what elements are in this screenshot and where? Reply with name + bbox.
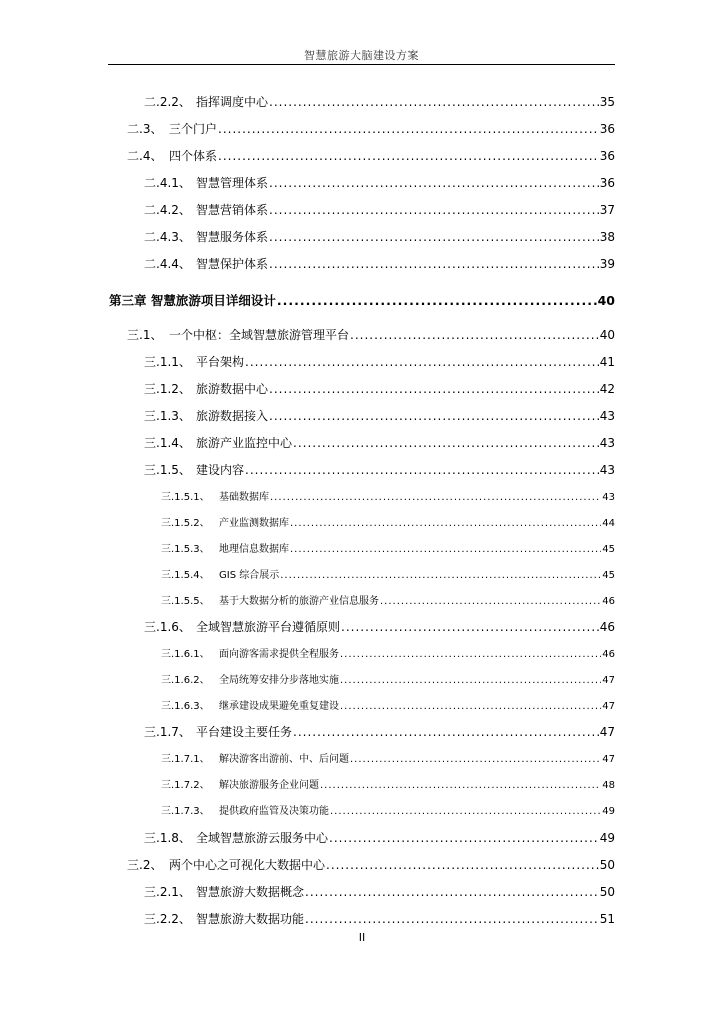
toc-dot-leader	[329, 831, 599, 845]
toc-entry-title: 建设内容	[196, 463, 245, 477]
toc-entry[interactable]	[144, 434, 615, 451]
toc-entry-page: 35	[599, 95, 615, 109]
toc-entry[interactable]	[161, 566, 615, 581]
toc-entry-page: 36	[599, 122, 615, 136]
toc-entry-page: 43	[602, 492, 615, 503]
toc-entry-number: 三.1.5.5、	[161, 596, 210, 607]
toc-entry-page: 41	[599, 355, 615, 369]
toc-entry[interactable]	[161, 488, 615, 503]
toc-dot-leader	[341, 620, 599, 634]
toc-entry-title: 旅游产业监控中心	[196, 436, 293, 450]
toc-dot-leader	[269, 230, 599, 244]
toc-entry-number: 三.1.7.3、	[161, 806, 210, 817]
toc-entry[interactable]	[144, 93, 615, 110]
toc-dot-leader	[293, 725, 599, 739]
toc-entry-title: 面向游客需求提供全程服务	[219, 649, 339, 660]
toc-dot-leader	[269, 382, 599, 396]
toc-entry-title: 智慧营销体系	[196, 203, 269, 217]
toc-entry[interactable]	[161, 750, 615, 765]
toc-entry[interactable]	[161, 776, 615, 791]
toc-entry-number: 三.1、	[127, 328, 163, 342]
toc-entry[interactable]	[144, 829, 615, 846]
toc-entry[interactable]	[144, 228, 615, 245]
toc-dot-leader	[280, 570, 601, 581]
toc-entry-page: 44	[602, 518, 615, 529]
toc-dot-leader	[218, 122, 599, 136]
toc-entry[interactable]	[144, 723, 615, 740]
toc-entry-title: 三个门户	[169, 122, 218, 136]
toc-entry-number: 三.1.7.1、	[161, 754, 210, 765]
toc-entry-page: 43	[599, 463, 615, 477]
toc-entry[interactable]	[144, 618, 615, 635]
toc-entry-title: 智慧管理体系	[196, 176, 269, 190]
toc-entry-number: 三.1.2、	[144, 382, 191, 396]
toc-dot-leader	[350, 754, 601, 765]
toc-entry-title: 指挥调度中心	[196, 95, 269, 109]
toc-dot-leader	[380, 596, 601, 607]
toc-dot-leader	[245, 355, 599, 369]
toc-entry-page: 47	[602, 701, 615, 712]
toc-entry-title: 解决旅游服务企业问题	[219, 780, 319, 791]
toc-entry[interactable]	[144, 461, 615, 478]
toc-entry-title: 基础数据库	[219, 492, 269, 503]
toc-dot-leader	[245, 463, 599, 477]
toc-entry-page: 47	[599, 725, 615, 739]
toc-entry-number: 三.2.2、	[144, 912, 191, 926]
toc-entry[interactable]	[161, 592, 615, 607]
toc-entry-page: 46	[599, 620, 615, 634]
toc-entry-page: 38	[599, 230, 615, 244]
toc-entry[interactable]	[144, 353, 615, 370]
toc-dot-leader	[269, 257, 599, 271]
toc-entry-page: 51	[599, 912, 615, 926]
toc-entry-number: 二.3、	[127, 122, 163, 136]
toc-dot-leader	[330, 806, 601, 817]
toc-entry[interactable]	[144, 883, 615, 900]
toc-entry[interactable]	[144, 380, 615, 397]
toc-dot-leader	[269, 409, 599, 423]
toc-entry-title: 全局统筹安排分步落地实施	[219, 675, 339, 686]
toc-dot-leader	[293, 436, 599, 450]
page-header: 智慧旅游大脑建设方案	[108, 48, 615, 65]
toc-entry-number: 三.1.8、	[144, 831, 191, 845]
toc-entry[interactable]	[161, 671, 615, 686]
toc-entry-page: 48	[602, 780, 615, 791]
toc-entry-title: 一个中枢：全域智慧旅游管理平台	[169, 328, 350, 342]
toc-entry-title: 解决游客出游前、中、后问题	[219, 754, 349, 765]
toc-entry[interactable]	[144, 407, 615, 424]
toc-entry-number: 三.1.3、	[144, 409, 191, 423]
toc-entry-page: 49	[599, 831, 615, 845]
toc-entry[interactable]	[127, 856, 615, 873]
toc-entry-title: 旅游数据接入	[196, 409, 269, 423]
toc-dot-leader	[269, 203, 599, 217]
toc-entry[interactable]	[109, 291, 615, 309]
toc-entry-number: 三.1.5.1、	[161, 492, 210, 503]
toc-entry-page: 49	[602, 806, 615, 817]
toc-entry-title: 产业监测数据库	[219, 518, 289, 529]
toc-entry-page: 39	[599, 257, 615, 271]
toc-entry-page: 36	[599, 176, 615, 190]
toc-entry-number: 三.1.6、	[144, 620, 191, 634]
toc-entry-title: 全域智慧旅游平台遵循原则	[196, 620, 341, 634]
toc-entry-page: 45	[602, 544, 615, 555]
toc-entry-number: 二.4.1、	[144, 176, 191, 190]
toc-dot-leader	[269, 176, 599, 190]
toc-entry-number: 三.1.5、	[144, 463, 191, 477]
toc-entry-page: 50	[599, 885, 615, 899]
toc-entry[interactable]	[144, 255, 615, 272]
toc-entry-title: 全域智慧旅游云服务中心	[196, 831, 329, 845]
toc-entry-number: 三.1.5.4、	[161, 570, 210, 581]
toc-dot-leader	[326, 858, 599, 872]
toc-dot-leader	[269, 95, 599, 109]
toc-entry-page: 36	[599, 149, 615, 163]
toc-dot-leader	[218, 149, 599, 163]
toc-entry-number: 二.4、	[127, 149, 163, 163]
toc-entry-number: 三.1.6.1、	[161, 649, 210, 660]
toc-entry-title: 两个中心之可视化大数据中心	[169, 858, 326, 872]
toc-entry-page: 45	[602, 570, 615, 581]
toc-entry-number: 三.1.7、	[144, 725, 191, 739]
toc-dot-leader	[270, 492, 601, 503]
toc-entry[interactable]	[127, 120, 615, 137]
toc-entry-title: 平台建设主要任务	[196, 725, 293, 739]
toc-dot-leader	[350, 328, 599, 342]
page-number: II	[358, 931, 366, 944]
toc-entry[interactable]	[161, 645, 615, 660]
toc-dot-leader	[305, 912, 599, 926]
toc-entry-page: 43	[599, 409, 615, 423]
toc-entry-title: 智慧旅游大数据功能	[196, 912, 305, 926]
toc-entry-number: 三.2.1、	[144, 885, 191, 899]
toc-entry-page: 47	[602, 754, 615, 765]
toc-entry[interactable]	[161, 802, 615, 817]
toc-entry-number: 三.1.1、	[144, 355, 191, 369]
toc-entry[interactable]	[127, 147, 615, 164]
toc-entry-title: 提供政府监管及决策功能	[219, 806, 329, 817]
toc-entry[interactable]	[144, 201, 615, 218]
toc-entry-title: 四个体系	[169, 149, 218, 163]
toc-entry-page: 47	[602, 675, 615, 686]
toc-entry[interactable]	[161, 697, 615, 712]
toc-entry-page: 40	[597, 293, 615, 308]
toc-entry-title: 旅游数据中心	[196, 382, 269, 396]
toc-entry-page: 43	[599, 436, 615, 450]
toc-entry-title: 基于大数据分析的旅游产业信息服务	[219, 596, 379, 607]
toc-dot-leader	[290, 518, 601, 529]
toc-entry-title: 智慧旅游大数据概念	[196, 885, 305, 899]
toc-entry[interactable]	[161, 514, 615, 529]
toc-entry-page: 46	[602, 649, 615, 660]
toc-entry[interactable]	[144, 174, 615, 191]
toc-dot-leader	[340, 675, 601, 686]
toc-entry-number: 二.4.4、	[144, 257, 191, 271]
toc-entry-page: 42	[599, 382, 615, 396]
toc-entry[interactable]	[144, 910, 615, 927]
toc-dot-leader	[340, 649, 601, 660]
toc-entry-title: GIS 综合展示	[219, 570, 280, 581]
toc-entry-title: 平台架构	[196, 355, 245, 369]
toc-entry[interactable]	[127, 326, 615, 343]
toc-entry-number: 三.1.6.2、	[161, 675, 210, 686]
toc-entry-number: 三.2、	[127, 858, 163, 872]
toc-dot-leader	[340, 701, 601, 712]
toc-entry-title: 地理信息数据库	[219, 544, 289, 555]
toc-entry[interactable]	[161, 540, 615, 555]
toc-entry-page: 50	[599, 858, 615, 872]
toc-entry-title: 智慧保护体系	[196, 257, 269, 271]
toc-entry-page: 46	[602, 596, 615, 607]
toc-entry-number: 二.2.2、	[144, 95, 191, 109]
toc-dot-leader	[277, 293, 597, 308]
toc-entry-number: 三.1.4、	[144, 436, 191, 450]
toc-entry-number: 三.1.7.2、	[161, 780, 210, 791]
toc-entry-title: 智慧服务体系	[196, 230, 269, 244]
toc-entry-number: 三.1.6.3、	[161, 701, 210, 712]
toc-entry-number: 三.1.5.3、	[161, 544, 210, 555]
toc-entry-number: 三.1.5.2、	[161, 518, 210, 529]
toc-entry-number: 二.4.3、	[144, 230, 191, 244]
toc-entry-title: 第三章 智慧旅游项目详细设计	[109, 293, 276, 308]
toc-dot-leader	[320, 780, 601, 791]
toc-dot-leader	[305, 885, 599, 899]
toc-entry-page: 40	[599, 328, 615, 342]
toc-entry-number: 二.4.2、	[144, 203, 191, 217]
toc-entry-title: 继承建设成果避免重复建设	[219, 701, 339, 712]
toc-dot-leader	[290, 544, 601, 555]
toc-entry-page: 37	[599, 203, 615, 217]
